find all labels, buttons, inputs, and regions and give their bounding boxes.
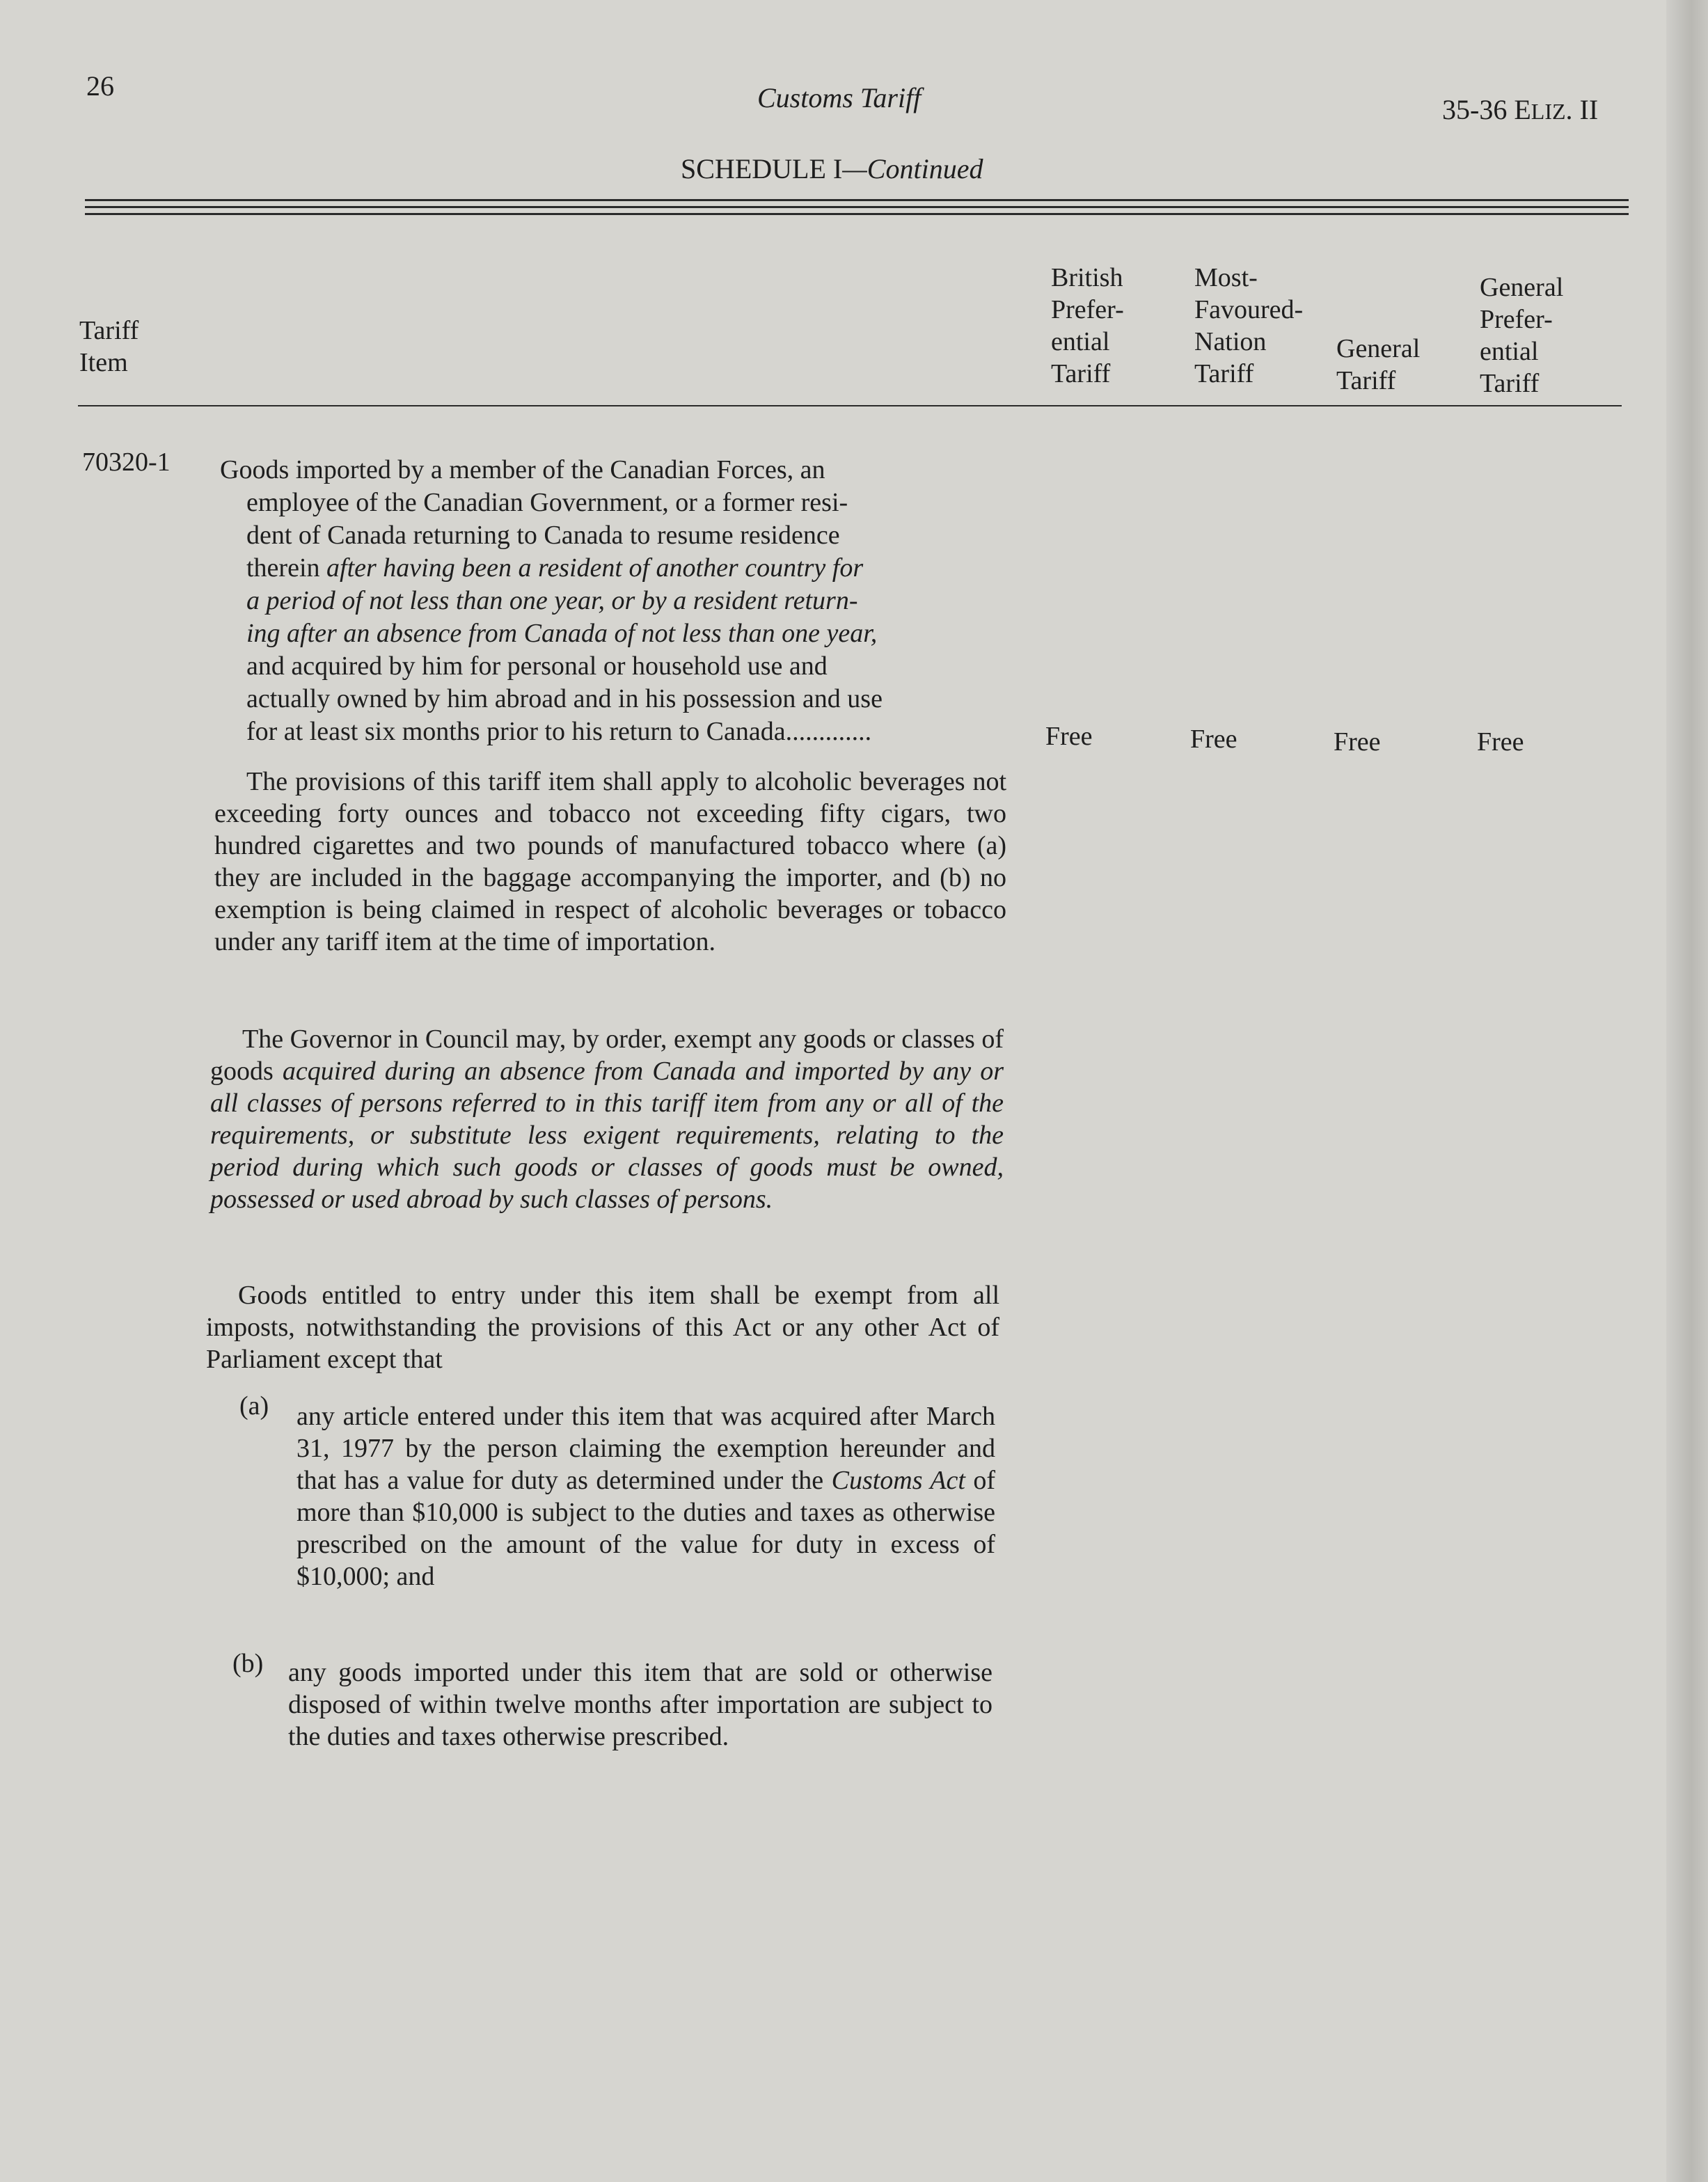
clause-b-label: (b) <box>232 1649 264 1678</box>
description-line: and acquired by him for personal or household use and <box>246 651 828 681</box>
item-description <box>220 454 1013 748</box>
rate-general: Free <box>1334 727 1381 757</box>
clause-a-text: any article entered under this item that was acquired after March 31, 1977 by the person claiming the exemption hereunder and that has a value for duty as determined under the <box>296 1402 995 1495</box>
column-header-tariff-item: Tariff Item <box>79 316 139 377</box>
clause-a-text-end: of more than $10,000 is subject to the duties and taxes as otherwise prescribed on the amount of the value for duty in excess of $10,000; and <box>296 1466 996 1591</box>
description-line: employee of the Canadian Government, or a former resi- <box>246 488 848 517</box>
regnal-year <box>1442 93 1598 126</box>
column-header-general-preferential: General Prefer- ential Tariff <box>1480 273 1564 398</box>
description-line: dent of Canada returning to Canada to resume residence <box>246 521 840 550</box>
provision-paragraph-3 <box>206 1279 999 1375</box>
top-rule-1 <box>85 199 1629 201</box>
clause-b <box>288 1657 993 1753</box>
description-line: for at least six months prior to his return to Canada............. <box>246 717 872 746</box>
tariff-item-number: 70320-1 <box>82 448 171 477</box>
rate-most-favoured-nation: Free <box>1190 725 1237 754</box>
rate-general-preferential: Free <box>1477 727 1524 757</box>
page-number: 26 <box>86 70 114 102</box>
page-gutter-shadow <box>1666 0 1708 2182</box>
clause-a-label: (a) <box>239 1391 269 1421</box>
running-title: Customs Tariff <box>757 82 922 113</box>
top-rule-2 <box>85 206 1629 208</box>
clause-a <box>296 1400 995 1592</box>
description-line: a period of not less than one year, or by a resident return- <box>246 586 858 615</box>
description-line: ing after an absence from Canada of not less than one year, <box>246 619 878 648</box>
rate-british-preferential: Free <box>1045 722 1093 751</box>
regnal-year-suffix: . II <box>1565 94 1599 125</box>
paragraph-text: The provisions of this tariff item shall apply to alcoholic beverages not exceeding forty ounces and tobacco not exceeding fifty cigars, two hundred cigarettes and two pounds of manufactured tobacco where (a) they are included in the baggage accompanying the importer, and (b) no exemption is being claimed in respect of alcoholic beverages or tobacco under any tariff item at the time of importation. <box>214 767 1006 956</box>
schedule-title-continued: —Continued <box>842 153 983 184</box>
provision-paragraph-2 <box>210 1023 1004 1215</box>
regnal-year-small-caps: LIZ <box>1531 99 1566 124</box>
header-bottom-rule <box>78 405 1622 406</box>
customs-act-reference: Customs Act <box>831 1466 965 1495</box>
paragraph-text: Goods entitled to entry under this item shall be exempt from all imposts, notwithstanding the provisions of this Act or any other Act of Parliament except that <box>206 1281 999 1374</box>
paragraph-text: The Governor in Council may, by order, exempt any goods or classes of goods <box>210 1025 1004 1086</box>
clause-b-text: any goods imported under this item that are sold or otherwise disposed of within twelve months after importation are subject to the duties and taxes otherwise prescribed. <box>288 1658 993 1751</box>
description-line: actually owned by him abroad and in his possession and use <box>246 684 883 713</box>
column-header-british-preferential: British Prefer- ential Tariff <box>1051 263 1124 388</box>
paragraph-italic-text: acquired during an absence from Canada and imported by any or all classes of persons referred to in this tariff item from any or all of the requirements, or substitute less exigent requirements, relating to the period during which such goods or classes of goods must be owned, possessed or used abroad by such classes of persons. <box>210 1057 1004 1214</box>
regnal-year-prefix: 35-36 E <box>1442 94 1531 125</box>
description-line: therein after having been a resident of another country for <box>246 553 864 583</box>
column-header-most-favoured-nation: Most- Favoured- Nation Tariff <box>1194 263 1304 388</box>
provision-paragraph-1 <box>214 766 1006 958</box>
schedule-title <box>681 152 983 185</box>
top-rule-3 <box>85 213 1629 215</box>
description-line: Goods imported by a member of the Canadian Forces, an <box>220 455 825 484</box>
column-header-general: General Tariff <box>1336 334 1421 395</box>
schedule-title-main: SCHEDULE I <box>681 153 843 184</box>
